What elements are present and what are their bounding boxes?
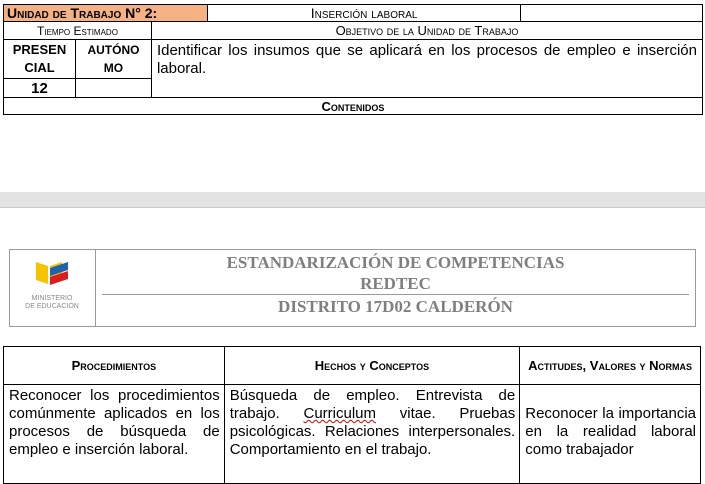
ministry-logo-icon — [10, 250, 95, 326]
header-title-line-1: ESTANDARIZACIÓN DE COMPETENCIAS — [226, 253, 565, 272]
unit-number-label: Unidad de Trabajo N° 2: — [4, 5, 208, 22]
presencial-hours: 12 — [4, 79, 76, 98]
contents-label: Contenidos — [4, 98, 703, 115]
page-break-line — [0, 207, 705, 208]
objective-text: Identificar los insumos que se aplicará en los procesos de empleo e inserción laboral. — [151, 40, 702, 98]
unit-table — [3, 4, 703, 115]
objective-label: Objetivo de la Unidad de Trabajo — [151, 22, 702, 40]
page-break-band — [0, 192, 705, 208]
hechos-text-part-2: vitae. Pruebas psicológicas. Relaciones interpersonales. Comportamiento en el trabajo. — [229, 405, 516, 458]
autonomo-label: AUTÓNO MO — [75, 40, 151, 79]
actitudes-text: Reconocer la importancia en la realidad laboral como trabajador — [520, 385, 701, 484]
autonomo-hours — [75, 79, 151, 98]
empty-cell — [521, 5, 703, 22]
ministry-logo — [10, 250, 96, 326]
header-procedimientos: Procedimientos — [4, 347, 225, 385]
document-header — [9, 249, 696, 327]
header-divider — [102, 294, 689, 295]
contents-table — [3, 346, 701, 484]
header-title-line-3: DISTRITO 17D02 CALDERÓN — [278, 297, 513, 316]
unit-title: Inserción laboral — [207, 5, 520, 22]
procedimientos-text: Reconocer los procedimientos comúnmente aplicados en los procesos de búsqueda de empleo e inserción laboral. — [4, 385, 225, 484]
hechos-text — [224, 385, 520, 484]
header-title-line-2: REDTEC — [360, 274, 431, 293]
logo-text-2: DE EDUCACIÓN — [25, 303, 79, 310]
hechos-text-part-1: Búsqueda de empleo. Entrevista de trabajo. — [229, 387, 516, 422]
presencial-label: PRESEN CIAL — [4, 40, 76, 79]
header-actitudes: Actitudes, Valores y Normas — [520, 347, 701, 385]
logo-text-1: MINISTERIO — [31, 295, 73, 302]
time-estimated-label: Tiempo Estimado — [4, 22, 152, 40]
header-hechos-conceptos: Hechos y Conceptos — [224, 347, 520, 385]
spellcheck-word: Curriculum — [303, 405, 377, 422]
